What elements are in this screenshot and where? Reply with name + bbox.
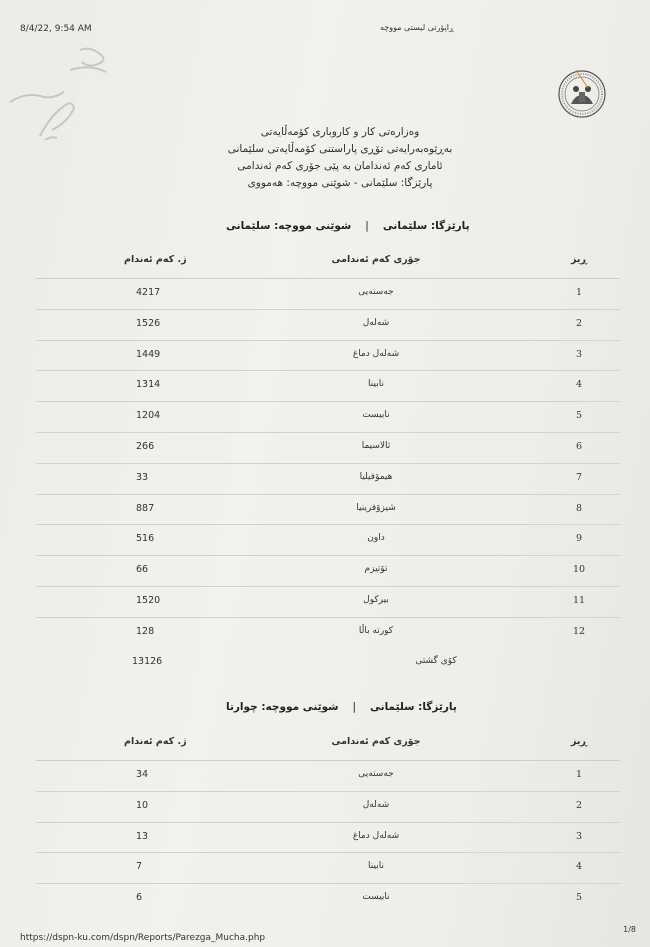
column-header-type: جۆری کەم ئەندامی (331, 736, 421, 747)
cell-type: شەلەل (362, 799, 390, 810)
cell-count: 10 (136, 799, 149, 811)
table-body (36, 279, 620, 648)
cell-type: تۆتیزم (364, 564, 388, 575)
cell-count: 6 (136, 892, 143, 904)
cell-count: 33 (136, 471, 149, 483)
cell-type: شەلەل دماغ (352, 830, 400, 841)
cell-index: 3 (575, 830, 583, 842)
table-row (36, 371, 620, 402)
total-label: کۆی گشتی (415, 655, 457, 666)
section-province: پارێزگا: سلێمانی (370, 701, 457, 713)
table-body (36, 761, 620, 914)
signature-stamp (0, 40, 140, 160)
cell-index: 1 (575, 769, 583, 780)
cell-count: 7 (136, 861, 143, 873)
cell-index: 2 (575, 317, 583, 329)
cell-index: 10 (572, 564, 586, 576)
cell-index: 4 (575, 379, 583, 391)
cell-count: 34 (136, 769, 149, 780)
table-row (36, 792, 620, 823)
cell-count: 1526 (136, 317, 161, 329)
footer-url: https://dspn-ku.com/dspn/Reports/Parezga_Mucha.php (20, 933, 266, 943)
data-table (36, 730, 620, 914)
column-header-type: جۆری کەم ئەندامی (331, 254, 421, 265)
cell-count: 13 (136, 830, 149, 842)
cell-index: 2 (575, 799, 583, 811)
cell-type: بیرکول (363, 594, 389, 605)
section-title: پارێزگا: سلێمانی|شوێنی مووچە: چوارتا (226, 701, 457, 713)
table-header (36, 730, 620, 761)
cell-type: ثالاسیما (361, 440, 391, 451)
table-row (36, 823, 620, 854)
data-table (36, 248, 620, 678)
cell-count: 4217 (136, 287, 161, 298)
cell-type: نابینا (368, 861, 384, 872)
ministry-logo (556, 68, 608, 120)
page-number: 1/8 (623, 925, 636, 934)
section-place: شوێنی مووچە: سلێمانی (226, 220, 352, 232)
cell-index: 7 (575, 471, 583, 483)
cell-type: نابیست (362, 892, 390, 903)
cell-index: 6 (575, 440, 583, 452)
cell-count: 66 (136, 564, 149, 576)
cell-index: 12 (572, 625, 586, 637)
table-row (36, 402, 620, 433)
cell-type: داون (367, 533, 385, 544)
table-row (36, 433, 620, 464)
cell-count: 1314 (136, 379, 161, 391)
table-row (36, 525, 620, 556)
print-datetime: 8/4/22, 9:54 AM (20, 24, 92, 34)
cell-type: شەلەل (362, 317, 390, 328)
cell-count: 516 (136, 533, 155, 545)
cell-index: 5 (575, 892, 583, 904)
column-header-index: ڕیز (571, 736, 587, 747)
cell-type: کورتە باڵا (358, 625, 394, 636)
cell-count: 128 (136, 625, 155, 637)
cell-type: شەلەل دماغ (352, 348, 400, 359)
cell-type: جەستەیی (358, 287, 394, 297)
column-header-index: ڕیز (571, 254, 587, 265)
table-header (36, 248, 620, 279)
table-row (36, 464, 620, 495)
heading-filter: پارێزگا: سلێمانی - شوێنی مووچە: هەمووی (247, 177, 433, 189)
cell-type: جەستەیی (358, 769, 394, 779)
table-row (36, 618, 620, 648)
cell-type: هیمۆفیلیا (359, 471, 393, 482)
heading-ministry: وەزارەتی کار و کاروباری کۆمەڵایەتی (260, 126, 420, 138)
cell-count: 1204 (136, 410, 161, 422)
table-row (36, 884, 620, 914)
total-value: 13126 (132, 655, 163, 667)
table-row (36, 279, 620, 310)
cell-count: 266 (136, 440, 155, 452)
cell-type: شیزۆفرینیا (356, 502, 396, 513)
document-title: ڕاپۆرتی لیستی مووچە (380, 23, 454, 32)
section-place: شوێنی مووچە: چوارتا (226, 701, 339, 713)
table-row (36, 556, 620, 587)
section-title: پارێزگا: سلێمانی|شوێنی مووچە: سلێمانی (226, 220, 470, 232)
table-row (36, 761, 620, 792)
table-row (36, 341, 620, 372)
table-row (36, 587, 620, 618)
section-province: پارێزگا: سلێمانی (382, 220, 470, 232)
cell-count: 1449 (136, 348, 161, 360)
table-row (36, 853, 620, 884)
cell-type: نابینا (368, 379, 384, 390)
cell-index: 5 (575, 410, 583, 422)
cell-index: 9 (575, 533, 583, 545)
cell-type: نابیست (362, 410, 390, 421)
column-header-count: ژ. کەم ئەندام (124, 254, 187, 265)
cell-index: 8 (575, 502, 583, 514)
cell-index: 1 (575, 287, 583, 298)
cell-index: 11 (572, 594, 586, 606)
heading-directorate: بەڕێوەبەرایەتی تۆڕی پاراستنی کۆمەڵایەتی سلێمانی (227, 143, 453, 155)
heading-statistics: ئاماری کەم ئەندامان بە پێی جۆری کەم ئەندامی (237, 160, 443, 172)
table-row (36, 495, 620, 526)
cell-index: 3 (575, 348, 583, 360)
column-header-count: ژ. کەم ئەندام (124, 736, 187, 747)
report-headings (200, 124, 480, 192)
table-row (36, 310, 620, 341)
cell-count: 887 (136, 502, 155, 514)
cell-index: 4 (575, 861, 583, 873)
total-row (36, 648, 620, 678)
cell-count: 1520 (136, 594, 161, 606)
